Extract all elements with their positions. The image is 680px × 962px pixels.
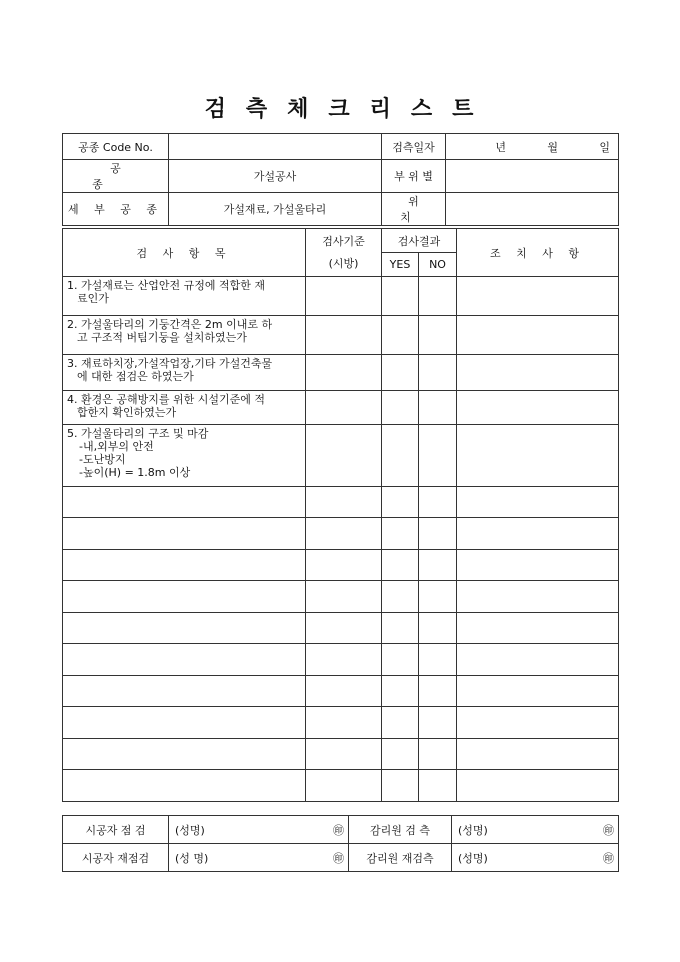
date-month: 월: [547, 140, 558, 154]
yes-cell[interactable]: [382, 550, 419, 581]
title-char: 리: [369, 96, 393, 122]
action-cell[interactable]: [457, 316, 619, 355]
yes-cell[interactable]: [382, 425, 419, 487]
loc-label: 위 치: [382, 193, 446, 226]
yes-cell[interactable]: [382, 277, 419, 316]
sub-label: 세 부 공 종: [63, 193, 169, 226]
action-cell[interactable]: [457, 644, 619, 676]
no-cell[interactable]: [419, 277, 457, 316]
code-label: 공종 Code No.: [63, 134, 169, 160]
no-cell[interactable]: [419, 518, 457, 550]
part-label: 부 위 별: [382, 160, 446, 193]
supervisor-recheck-label: 감리원 재검측: [349, 844, 452, 872]
seal-icon: ㊞: [603, 851, 614, 865]
check-item: 2. 가설울타리의 기둥간격은 2m 이내로 하 고 구조적 버팀기둥을 설치하였는가: [63, 316, 306, 355]
standard-header: 검사기준 (시방): [306, 229, 382, 277]
no-cell[interactable]: [419, 355, 457, 391]
title-char: 스: [410, 96, 435, 122]
no-cell[interactable]: [419, 707, 457, 739]
no-header: NO: [419, 253, 457, 277]
contractor-recheck-label: 시공자 재점검: [63, 844, 169, 872]
check-item: 1. 가설재료는 산업안전 규정에 적합한 재 료인가: [63, 277, 306, 316]
blank-item-cell[interactable]: [63, 739, 306, 770]
title-char: 크: [328, 96, 352, 122]
standard-cell[interactable]: [306, 425, 382, 487]
action-cell[interactable]: [457, 581, 619, 613]
action-cell[interactable]: [457, 355, 619, 391]
yes-cell[interactable]: [382, 676, 419, 707]
no-cell[interactable]: [419, 644, 457, 676]
action-cell[interactable]: [457, 518, 619, 550]
yes-cell[interactable]: [382, 770, 419, 802]
action-cell[interactable]: [457, 425, 619, 487]
date-day: 일: [599, 140, 610, 154]
action-cell[interactable]: [457, 487, 619, 518]
no-cell[interactable]: [419, 316, 457, 355]
standard-cell[interactable]: [306, 518, 382, 550]
date-value[interactable]: [446, 134, 619, 160]
work-label: 공 종: [63, 160, 169, 193]
yes-cell[interactable]: [382, 739, 419, 770]
no-cell[interactable]: [419, 770, 457, 802]
yes-cell[interactable]: [382, 644, 419, 676]
title-char: 측: [245, 96, 270, 122]
date-label: 검측일자: [382, 134, 446, 160]
check-item: 4. 환경은 공해방지를 위한 시설기준에 적 합한지 확인하였는가: [63, 391, 306, 425]
standard-cell[interactable]: [306, 355, 382, 391]
check-item: 5. 가설울타리의 구조 및 마감 -내,외부의 안전 -도난방지 -높이(H) = 1.8m 이상: [63, 425, 306, 487]
no-cell[interactable]: [419, 739, 457, 770]
checklist-table: [62, 228, 619, 802]
standard-cell[interactable]: [306, 739, 382, 770]
title-char: 체: [287, 96, 311, 122]
no-cell[interactable]: [419, 425, 457, 487]
info-table: [62, 133, 619, 226]
contractor-recheck-sign[interactable]: (성 명) ㊞: [169, 844, 349, 872]
signature-table: [62, 815, 619, 872]
yes-cell[interactable]: [382, 355, 419, 391]
action-cell[interactable]: [457, 707, 619, 739]
seal-icon: ㊞: [603, 823, 614, 837]
no-cell[interactable]: [419, 391, 457, 425]
standard-cell[interactable]: [306, 707, 382, 739]
yes-cell[interactable]: [382, 613, 419, 644]
no-cell[interactable]: [419, 581, 457, 613]
standard-cell[interactable]: [306, 613, 382, 644]
action-cell[interactable]: [457, 391, 619, 425]
action-cell[interactable]: [457, 613, 619, 644]
action-cell[interactable]: [457, 770, 619, 802]
supervisor-check-sign[interactable]: (성명) ㊞: [452, 816, 619, 844]
blank-item-cell[interactable]: [63, 770, 306, 802]
yes-header: YES: [382, 253, 419, 277]
supervisor-check-label: 감리원 검 측: [349, 816, 452, 844]
yes-cell[interactable]: [382, 581, 419, 613]
action-cell[interactable]: [457, 550, 619, 581]
title-char: 트: [452, 96, 476, 122]
standard-cell[interactable]: [306, 581, 382, 613]
supervisor-recheck-sign[interactable]: (성명) ㊞: [452, 844, 619, 872]
yes-cell[interactable]: [382, 391, 419, 425]
standard-cell[interactable]: [306, 550, 382, 581]
yes-cell[interactable]: [382, 487, 419, 518]
contractor-check-label: 시공자 점 검: [63, 816, 169, 844]
no-cell[interactable]: [419, 487, 457, 518]
yes-cell[interactable]: [382, 707, 419, 739]
date-year: 년: [495, 140, 506, 154]
standard-cell[interactable]: [306, 316, 382, 355]
standard-cell[interactable]: [306, 676, 382, 707]
contractor-check-sign[interactable]: (성명) ㊞: [169, 816, 349, 844]
seal-icon: ㊞: [333, 851, 344, 865]
action-cell[interactable]: [457, 676, 619, 707]
blank-item-cell[interactable]: [63, 644, 306, 676]
yes-cell[interactable]: [382, 518, 419, 550]
standard-cell[interactable]: [306, 644, 382, 676]
blank-item-cell[interactable]: [63, 550, 306, 581]
yes-cell[interactable]: [382, 316, 419, 355]
blank-item-cell[interactable]: [63, 581, 306, 613]
part-value[interactable]: [446, 160, 619, 193]
no-cell[interactable]: [419, 550, 457, 581]
standard-cell[interactable]: [306, 277, 382, 316]
loc-value[interactable]: [446, 193, 619, 226]
code-value[interactable]: [169, 134, 382, 160]
action-cell[interactable]: [457, 739, 619, 770]
seal-icon: ㊞: [333, 823, 344, 837]
blank-item-cell[interactable]: [63, 518, 306, 550]
standard-cell[interactable]: [306, 487, 382, 518]
no-cell[interactable]: [419, 676, 457, 707]
blank-item-cell[interactable]: [63, 487, 306, 518]
standard-cell[interactable]: [306, 770, 382, 802]
item-header: 검 사 항 목: [63, 229, 306, 277]
sub-value[interactable]: 가설재료, 가설울타리: [169, 193, 382, 226]
action-cell[interactable]: [457, 277, 619, 316]
result-header: 검사결과: [382, 229, 457, 253]
title-char: 검: [204, 96, 228, 122]
blank-item-cell[interactable]: [63, 613, 306, 644]
standard-cell[interactable]: [306, 391, 382, 425]
work-value[interactable]: 가설공사: [169, 160, 382, 193]
check-item: 3. 재료하치장,가설작업장,기타 가설건축물 에 대한 점검은 하였는가: [63, 355, 306, 391]
page-title: [0, 92, 680, 123]
blank-item-cell[interactable]: [63, 707, 306, 739]
blank-item-cell[interactable]: [63, 676, 306, 707]
action-header: 조 치 사 항: [457, 229, 619, 277]
no-cell[interactable]: [419, 613, 457, 644]
